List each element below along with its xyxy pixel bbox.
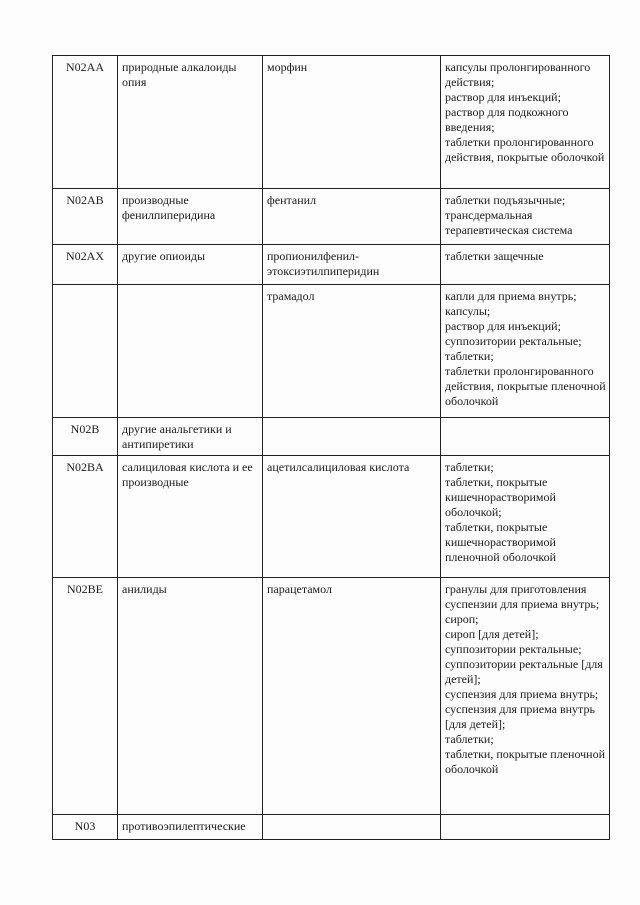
atc-code-cell: N02AB: [53, 189, 118, 245]
dosage-forms-cell: [441, 815, 610, 840]
table-row: [53, 815, 610, 840]
group-name-cell: анилиды: [118, 578, 263, 815]
group-name-cell: природные алкалоиды опия: [118, 56, 263, 189]
group-name-cell: противоэпилептические: [118, 815, 263, 840]
atc-code-cell: N02BA: [53, 456, 118, 578]
table-row: [53, 56, 610, 189]
dosage-forms-cell: [441, 418, 610, 456]
dosage-forms-cell: капсулы пролонгированного действия; раствор для инъекций; раствор для подкожного введения; таблетки пролонгированного действия, покрытые оболочкой: [441, 56, 610, 189]
group-name-cell: другие опиоиды: [118, 245, 263, 285]
table-row: [53, 578, 610, 815]
table-row: [53, 418, 610, 456]
dosage-forms-cell: капли для приема внутрь; капсулы; раствор для инъекций; суппозитории ректальные; таблетки; таблетки пролонгированного действия, покрытые пленочной оболочкой: [441, 285, 610, 418]
group-name-cell: другие анальгетики и антипиретики: [118, 418, 263, 456]
dosage-forms-cell: таблетки защечные: [441, 245, 610, 285]
atc-code-cell: N02AX: [53, 245, 118, 285]
atc-code-cell: N02B: [53, 418, 118, 456]
substance-cell: трамадол: [263, 285, 441, 418]
substance-cell: [263, 418, 441, 456]
substance-cell: ацетилсалициловая кислота: [263, 456, 441, 578]
substance-cell: парацетамол: [263, 578, 441, 815]
group-name-cell: [118, 285, 263, 418]
table-row: [53, 189, 610, 245]
dosage-forms-cell: гранулы для приготовления суспензии для приема внутрь; сироп; сироп [для детей]; суппозитории ректальные; суппозитории ректальные [для детей]; суспензия для приема внутрь; суспензия для приема внутрь [для детей]; таблетки; таблетки, покрытые пленочной оболочкой: [441, 578, 610, 815]
group-name-cell: производные фенилпиперидина: [118, 189, 263, 245]
atc-code-cell: N03: [53, 815, 118, 840]
drug-classification-table: [52, 55, 610, 840]
group-name-cell: салициловая кислота и ее производные: [118, 456, 263, 578]
substance-cell: фентанил: [263, 189, 441, 245]
atc-code-cell: [53, 285, 118, 418]
dosage-forms-cell: таблетки; таблетки, покрытые кишечнорастворимой оболочкой; таблетки, покрытые кишечнорастворимой пленочной оболочкой: [441, 456, 610, 578]
substance-cell: морфин: [263, 56, 441, 189]
substance-cell: пропионилфенил- этоксиэтилпиперидин: [263, 245, 441, 285]
table-row: [53, 456, 610, 578]
substance-cell: [263, 815, 441, 840]
atc-code-cell: N02AA: [53, 56, 118, 189]
table-row: [53, 285, 610, 418]
table-row: [53, 245, 610, 285]
atc-code-cell: N02BE: [53, 578, 118, 815]
dosage-forms-cell: таблетки подъязычные; трансдермальная терапевтическая система: [441, 189, 610, 245]
